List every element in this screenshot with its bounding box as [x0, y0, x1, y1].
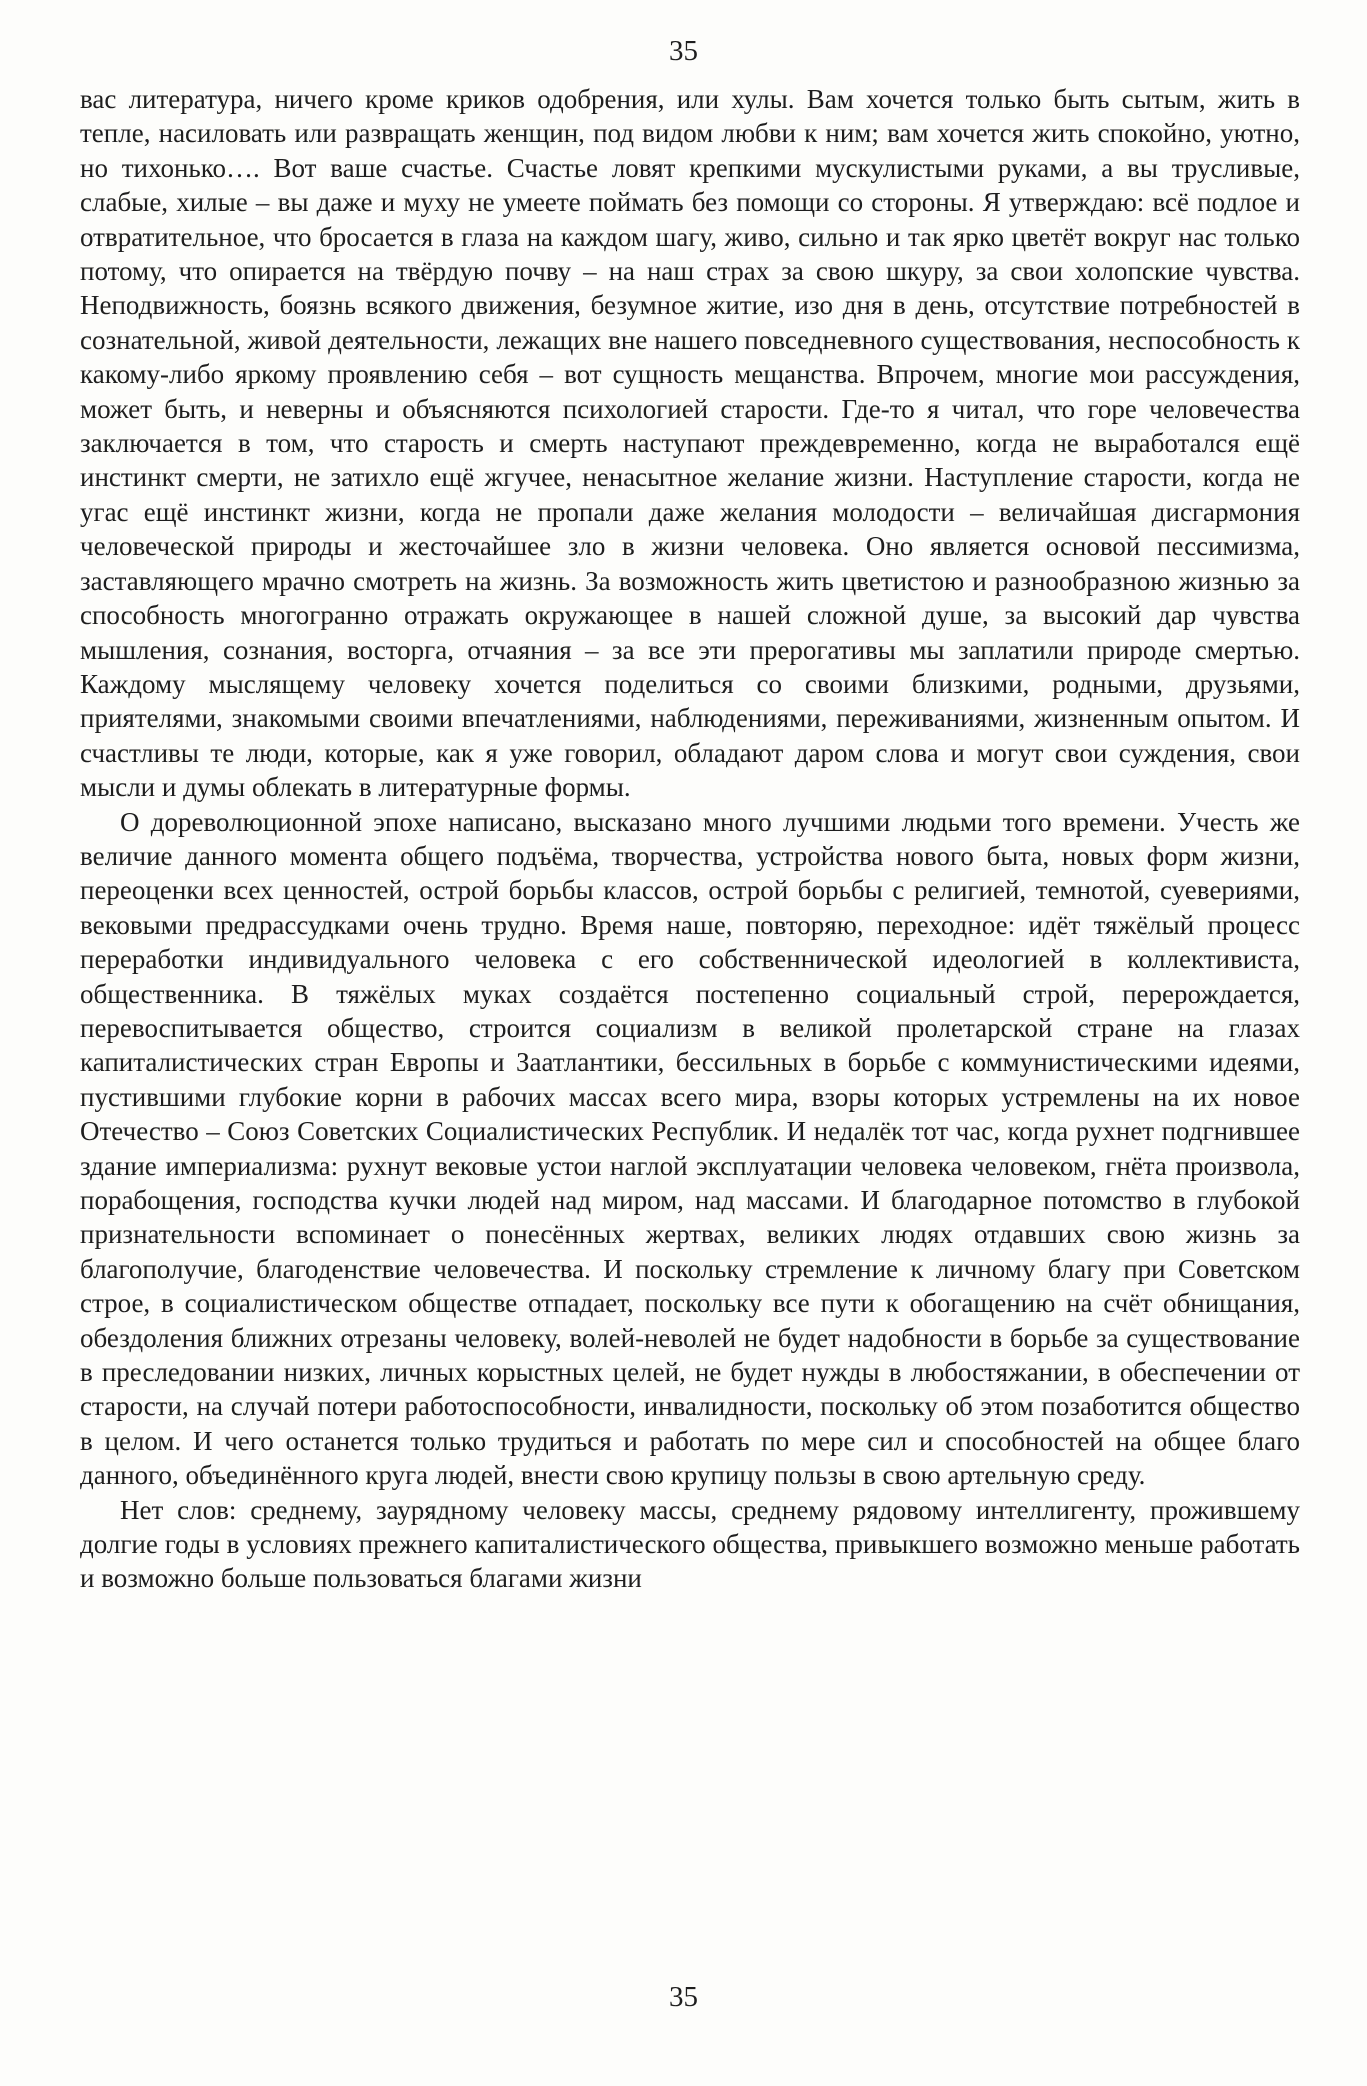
body-text	[80, 82, 1300, 1596]
paragraph-1: вас литература, ничего кроме криков одобрения, или хулы. Вам хочется только быть сытым, жить в тепле, насиловать или развращать женщин, под видом любви к ним; вам хочется жить спокойно, уютно, но тихонько…. Вот ваше счастье. Счастье ловят крепкими мускулистыми руками, а вы трусливые, слабые, хилые – вы даже и муху не умеете поймать без помощи со стороны. Я утверждаю: всё подлое и отвратительное, что бросается в глаза на каждом шагу, живо, сильно и так ярко цветёт вокруг нас только потому, что опирается на твёрдую почву – на наш страх за свою шкуру, за свои холопские чувства. Неподвижность, боязнь всякого движения, безумное житие, изо дня в день, отсутствие потребностей в сознательной, живой деятельности, лежащих вне нашего повседневного существования, неспособность к какому-либо яркому проявлению себя – вот сущность мещанства. Впрочем, многие мои рассуждения, может быть, и неверны и объясняются психологией старости. Где-то я читал, что горе человечества заключается в том, что старость и смерть наступают преждевременно, когда не выработался ещё инстинкт смерти, не затихло ещё жгучее, ненасытное желание жизни. Наступление старости, когда не угас ещё инстинкт жизни, когда не пропали даже желания молодости – величайшая дисгармония человеческой природы и жесточайшее зло в жизни человека. Оно является основой пессимизма, заставляющего мрачно смотреть на жизнь. За возможность жить цветистою и разнообразною жизнью за способность многогранно отражать окружающее в нашей сложной душе, за высокий дар чувства мышления, сознания, восторга, отчаяния – за все эти прерогативы мы заплатили природе смертью. Каждому мыслящему человеку хочется поделиться со своими близкими, родными, друзьями, приятелями, знакомыми своими впечатлениями, наблюдениями, переживаниями, жизненным опытом. И счастливы те люди, которые, как я уже говорил, обладают даром слова и могут свои суждения, свои мысли и думы облекать в литературные формы.	[80, 84, 1300, 803]
page-number-top: 35	[669, 35, 698, 67]
paragraph-2: О дореволюционной эпохе написано, высказано много лучшими людьми того времени. Учесть же величие данного момента общего подъёма, творчества, устройства нового быта, новых форм жизни, переоценки всех ценностей, острой борьбы классов, острой борьбы с религией, темнотой, суевериями, вековыми предрассудками очень трудно. Время наше, повторяю, переходное: идёт тяжёлый процесс переработки индивидуального человека с его собственнической идеологией в коллективиста, общественника. В тяжёлых муках создаётся постепенно социальный строй, перерождается, перевоспитывается общество, строится социализм в великой пролетарской стране на глазах капиталистических стран Европы и Заатлантики, бессильных в борьбе с коммунистическими идеями, пустившими глубокие корни в рабочих массах всего мира, взоры которых устремлены на их новое Отечество – Союз Советских Социалистических Республик. И недалёк тот час, когда рухнет подгнившее здание империализма: рухнут вековые устои наглой эксплуатации человека человеком, гнёта произвола, порабощения, господства кучки людей над миром, над массами. И благодарное потомство в глубокой признательности вспоминает о понесённых жертвах, великих людях отдавших свою жизнь за благополучие, благоденствие человечества. И поскольку стремление к личному благу при Советском строе, в социалистическом обществе отпадает, поскольку все пути к обогащению на счёт обнищания, обездоления ближних отрезаны человеку, волей-неволей не будет надобности в борьбе за существование в преследовании низких, личных корыстных целей, не будет нужды в любостяжании, в обеспечении от старости, на случай потери работоспособности, инвалидности, поскольку об этом позаботится общество в целом. И чего останется только трудиться и работать по мере сил и способностей на общее благо данного, объединённого круга людей, внести свою крупицу пользы в свою артельную среду.	[80, 806, 1300, 1491]
page-number-bottom: 35	[669, 1981, 698, 2013]
paragraph-3: Нет слов: среднему, заурядному человеку массы, среднему рядовому интеллигенту, прожившему долгие годы в условиях прежнего капиталистического общества, привыкшего возможно меньше работать и возможно больше пользоваться благами жизни	[80, 1494, 1300, 1594]
